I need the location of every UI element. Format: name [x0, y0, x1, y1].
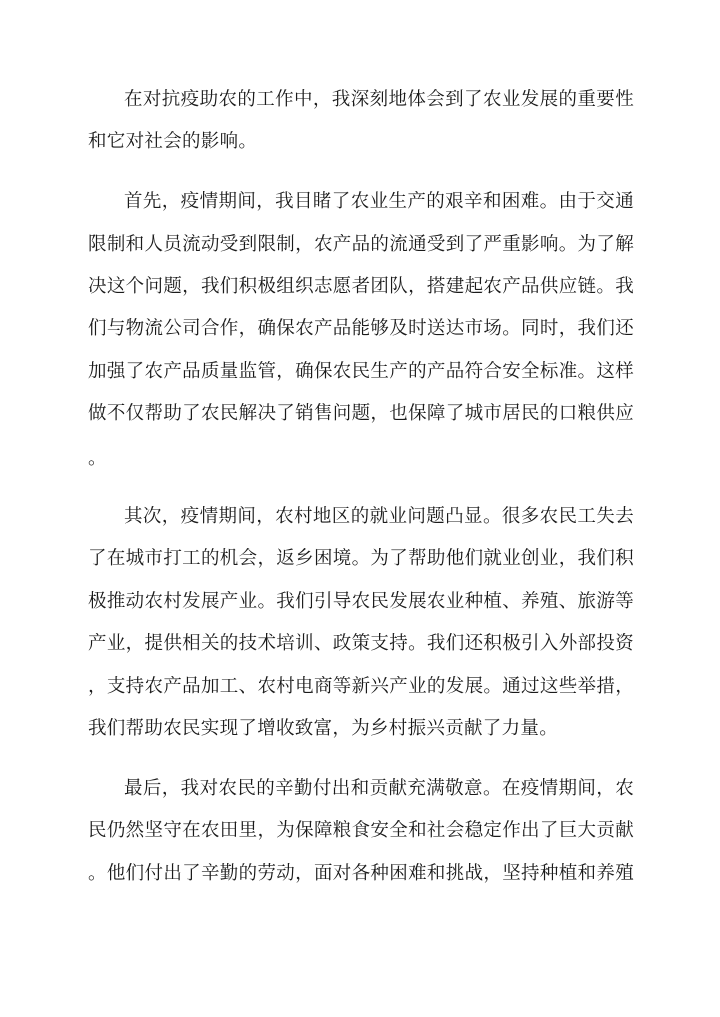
paragraph-4-line-1: 最后，我对农民的辛勤付出和贡献充满敬意。在疫情期间，农 — [124, 778, 634, 799]
paragraph-1-line-2: 和它对社会的影响。 — [88, 131, 258, 152]
paragraph-3-line-1: 其次，疫情期间，农村地区的就业问题凸显。很多农民工失去 — [124, 506, 634, 527]
paragraph-2-line-4: 们与物流公司合作，确保农产品能够及时送达市场。同时，我们还 — [88, 318, 634, 339]
paragraph-3-line-4: 产业，提供相关的技术培训、政策支持。我们还积极引入外部投资 — [88, 633, 634, 654]
paragraph-2-line-6: 做不仅帮助了农民解决了销售问题，也保障了城市居民的口粮供应 — [88, 403, 634, 424]
paragraph-2-line-1: 首先，疫情期间，我目睹了农业生产的艰辛和困难。由于交通 — [124, 191, 634, 212]
paragraph-3-line-6: 我们帮助农民实现了增收致富，为乡村振兴贡献了力量。 — [88, 718, 559, 739]
paragraph-2-line-7: 。 — [88, 448, 107, 469]
paragraph-2-line-5: 加强了农产品质量监管，确保农民生产的产品符合安全标准。这样 — [88, 361, 634, 382]
paragraph-4-line-2: 民仍然坚守在农田里，为保障粮食安全和社会稳定作出了巨大贡献 — [88, 820, 634, 841]
paragraph-4-line-3: 。他们付出了辛勤的劳动，面对各种困难和挑战，坚持种植和养殖 — [88, 863, 634, 884]
paragraph-2-line-2: 限制和人员流动受到限制，农产品的流通受到了严重影响。为了解 — [88, 234, 634, 255]
paragraph-1-line-1: 在对抗疫助农的工作中，我深刻地体会到了农业发展的重要性 — [124, 89, 634, 110]
paragraph-3-line-5: ，支持农产品加工、农村电商等新兴产业的发展。通过这些举措， — [88, 676, 634, 697]
paragraph-3-line-3: 极推动农村发展产业。我们引导农民发展农业种植、养殖、旅游等 — [88, 591, 634, 612]
paragraph-3-line-2: 了在城市打工的机会，返乡困境。为了帮助他们就业创业，我们积 — [88, 548, 634, 569]
paragraph-2-line-3: 决这个问题，我们积极组织志愿者团队，搭建起农产品供应链。我 — [88, 276, 634, 297]
